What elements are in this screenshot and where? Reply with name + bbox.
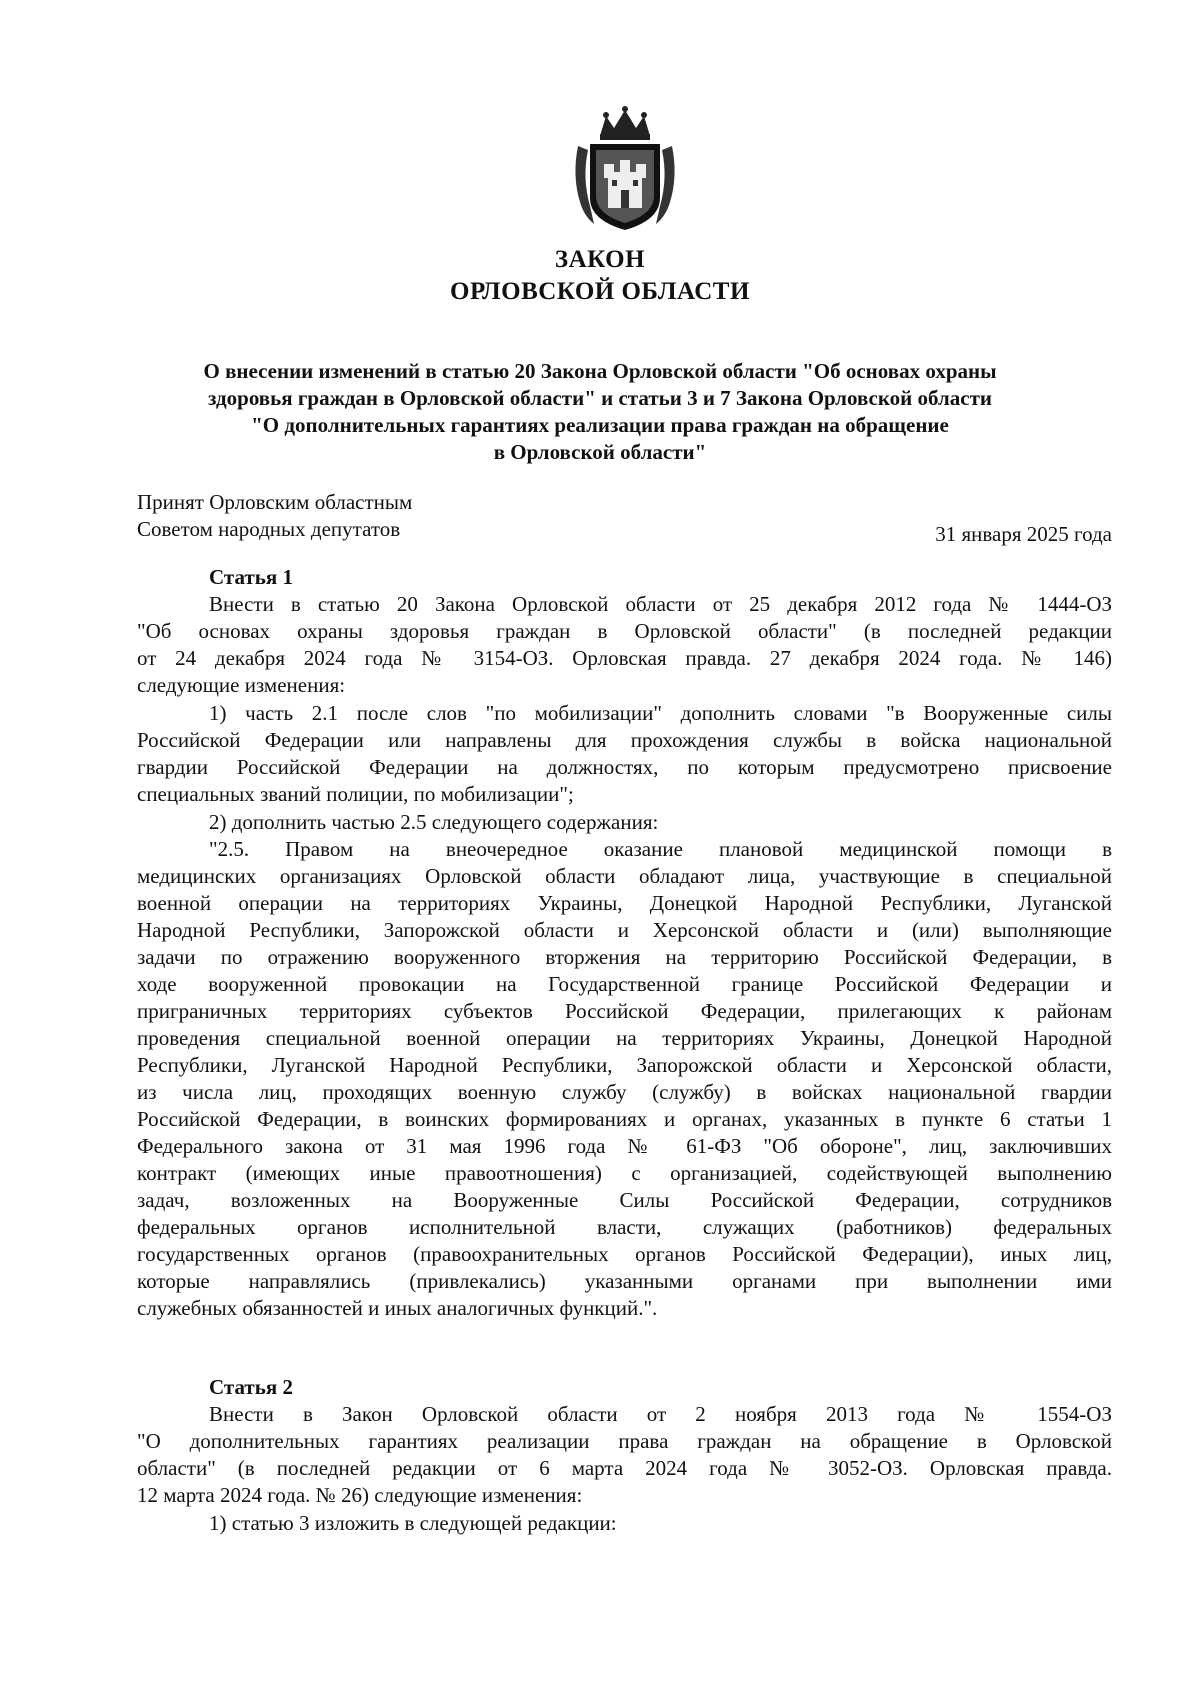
article-1-quote-line: Федерального закона от 31 мая 1996 года № 61-ФЗ "Об обороне", лиц, заключивших	[137, 1134, 1112, 1158]
article-2-item-1: 1) статью 3 изложить в следующей редакции:	[209, 1511, 617, 1535]
article-2-intro-line: области" (в последней редакции от 6 марта 2024 года № 3052-ОЗ. Орловская правда.	[137, 1456, 1112, 1480]
article-1-quote-line: "2.5. Правом на внеочередное оказание плановой медицинской помощи в	[209, 837, 1112, 861]
article-1-quote-line: федеральных органов исполнительной власти, служащих (работников) федеральных	[137, 1215, 1112, 1239]
article-1-quote-line: ходе вооруженной провокации на Государственной границе Российской Федерации и	[137, 972, 1112, 996]
article-1-quote-line: из числа лиц, проходящих военную службу (службу) в войсках национальной гвардии	[137, 1080, 1112, 1104]
article-2-intro-line: "О дополнительных гарантиях реализации права граждан на обращение в Орловской	[137, 1429, 1112, 1453]
article-1-item-1-line: 1) часть 2.1 после слов "по мобилизации" дополнить словами "в Вооруженные силы	[209, 701, 1112, 725]
article-1-quote-line: которые направлялись (привлекались) указанными органами при выполнении ими	[137, 1269, 1112, 1293]
article-2-intro-line: 12 марта 2024 года. № 26) следующие изменения:	[137, 1483, 583, 1507]
article-1-quote-line: военной операции на территориях Украины, Донецкой Народной Республики, Луганской	[137, 891, 1112, 915]
region-title: ОРЛОВСКОЙ ОБЛАСТИ	[450, 278, 750, 305]
article-2-intro-line: Внести в Закон Орловской области от 2 ноября 2013 года № 1554-ОЗ	[209, 1402, 1112, 1426]
article-1-quote-line: проведения специальной военной операции на территориях Украины, Донецкой Народной	[137, 1026, 1112, 1050]
article-1-intro-line: от 24 декабря 2024 года № 3154-ОЗ. Орловская правда. 27 декабря 2024 года. № 146)	[137, 646, 1112, 670]
article-1-quote-line: задачи по отражению вооруженного вторжения на территорию Российской Федерации, в	[137, 945, 1112, 969]
article-1-quote-line: медицинских организациях Орловской области обладают лица, участвующие в специальной	[137, 864, 1112, 888]
article-1-item-2: 2) дополнить частью 2.5 следующего содержания:	[209, 810, 659, 834]
article-1-item-1-line: Российской Федерации или направлены для прохождения службы в войска национальной	[137, 728, 1112, 752]
article-1-intro-line: следующие изменения:	[137, 673, 346, 697]
article-1-quote-line: контракт (имеющих иные правоотношения) с организацией, содействующей выполнению	[137, 1161, 1112, 1185]
subtitle-line: в Орловской области"	[493, 440, 707, 464]
law-title: ЗАКОН	[554, 246, 646, 273]
subtitle-line: здоровья граждан в Орловской области" и статьи 3 и 7 Закона Орловской области	[207, 386, 993, 410]
subtitle-line: О внесении изменений в статью 20 Закона Орловской области "Об основах охраны	[203, 359, 997, 383]
adoption-line-1: Принят Орловским областным	[137, 490, 413, 514]
article-1-heading: Статья 1	[209, 565, 293, 589]
article-1-quote-line: задач, возложенных на Вооруженные Силы Российской Федерации, сотрудников	[137, 1188, 1112, 1212]
article-1-quote-line: Российской Федерации, в воинских формированиях и органах, указанных в пункте 6 статьи 1	[137, 1107, 1112, 1131]
coat-of-arms-icon	[570, 106, 680, 234]
article-1-item-1-line: специальных званий полиции, по мобилизации";	[137, 782, 574, 806]
adoption-line-2: Советом народных депутатов	[137, 517, 401, 541]
law-subtitle	[150, 358, 1050, 466]
article-1-intro-line: Внести в статью 20 Закона Орловской области от 25 декабря 2012 года № 1444-ОЗ	[209, 592, 1112, 616]
subtitle-line: "О дополнительных гарантиях реализации права граждан на обращение	[251, 413, 949, 437]
article-1-quote-line: приграничных территориях субъектов Российской Федерации, прилегающих к районам	[137, 999, 1112, 1023]
article-1-quote-line: служебных обязанностей и иных аналогичных функций.".	[137, 1296, 658, 1320]
article-1-quote-line: Народной Республики, Запорожской области и Херсонской области и (или) выполняющие	[137, 918, 1112, 942]
article-2-heading: Статья 2	[209, 1375, 293, 1399]
article-1-quote-line: Республики, Луганской Народной Республики, Запорожской области и Херсонской области,	[137, 1053, 1112, 1077]
article-1-quote-line: государственных органов (правоохранительных органов Российской Федерации), иных лиц,	[137, 1242, 1112, 1266]
adoption-date: 31 января 2025 года	[935, 522, 1112, 546]
article-1-item-1-line: гвардии Российской Федерации на должностях, по которым предусмотрено присвоение	[137, 755, 1112, 779]
article-1-intro-line: "Об основах охраны здоровья граждан в Орловской области" (в последней редакции	[137, 619, 1112, 643]
